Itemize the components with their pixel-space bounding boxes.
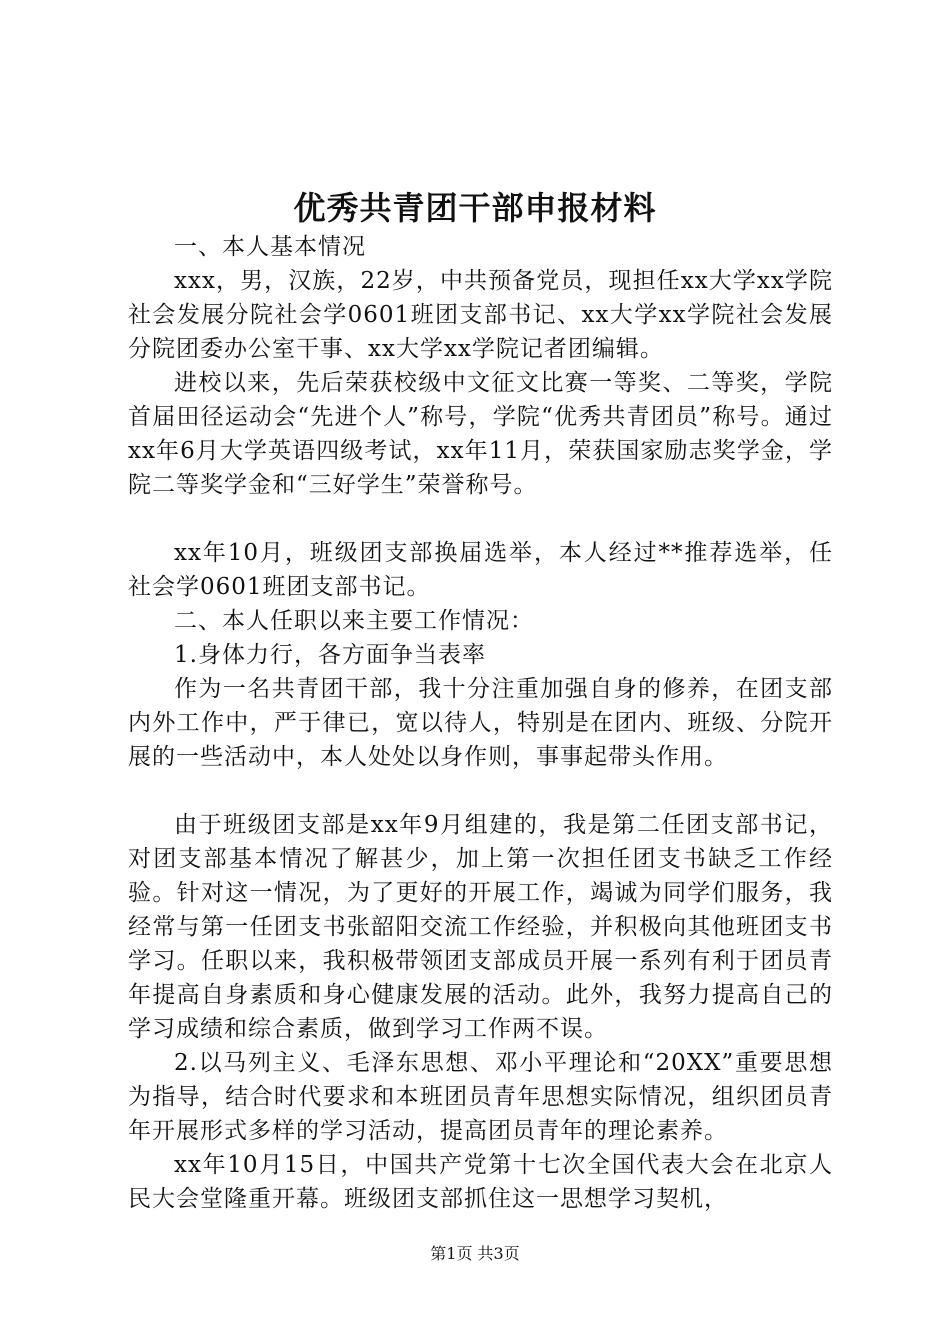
document-title: 优秀共青团干部申报材料: [293, 189, 657, 227]
paragraph-experience: 由于班级团支部是xx年9月组建的，我是第二任团支部书记，对团支部基本情况了解甚少，加上第一次担任团支书缺乏工作经验。针对这一情况，为了更好的开展工作，竭诚为同学们服务，我经常与第一任团支书张韶阳交流工作经验，并积极向其他班团支书学习。任职以来，我积极带领团支部成员开展一系列有利于团员青年提高自身素质和身心健康发展的活动。此外，我努力提高自己的学习成绩和综合素质，做到学习工作两不误。: [128, 812, 833, 1042]
paragraph-congress: xx年10月15日，中国共产党第十七次全国代表大会在北京人民大会堂隆重开幕。班级团支部抓住这一思想学习契机，: [128, 1152, 833, 1212]
page-footer: 第1页 共3页: [430, 1244, 520, 1263]
document-body: [128, 230, 833, 1216]
paragraph-self-discipline: 作为一名共青团干部，我十分注重加强自身的修养，在团支部内外工作中，严于律已，宽以待人，特别是在团内、班级、分院开展的一些活动中，本人处处以身作则，事事起带头作用。: [128, 676, 833, 770]
paragraph-election: xx年10月，班级团支部换届选举，本人经过**推荐选举，任社会学0601班团支部书记。: [128, 540, 833, 600]
paragraph-personal-info: xxx，男，汉族，22岁，中共预备党员，现担任xx大学xx学院社会发展分院社会学0601班团支部书记、xx大学xx学院社会发展分院团委办公室干事、xx大学xx学院记者团编辑。: [128, 268, 833, 362]
subheading-role-model: 1.身体力行，各方面争当表率: [174, 642, 486, 668]
section-heading-basic-info: 一、本人基本情况: [174, 234, 366, 260]
section-heading-work: 二、本人任职以来主要工作情况：: [174, 608, 534, 634]
paragraph-awards: 进校以来，先后荣获校级中文征文比赛一等奖、二等奖，学院首届田径运动会“先进个人”称号，学院“优秀共青团员”称号。通过xx年6月大学英语四级考试，xx年11月，荣获国家励志奖学金，学院二等奖学金和“三好学生”荣誉称号。: [128, 370, 833, 498]
subheading-theory-study: 2.以马列主义、毛泽东思想、邓小平理论和“20XX”重要思想为指导，结合时代要求和本班团员青年思想实际情况，组织团员青年开展形式多样的学习活动，提高团员青年的理论素养。: [128, 1050, 833, 1144]
